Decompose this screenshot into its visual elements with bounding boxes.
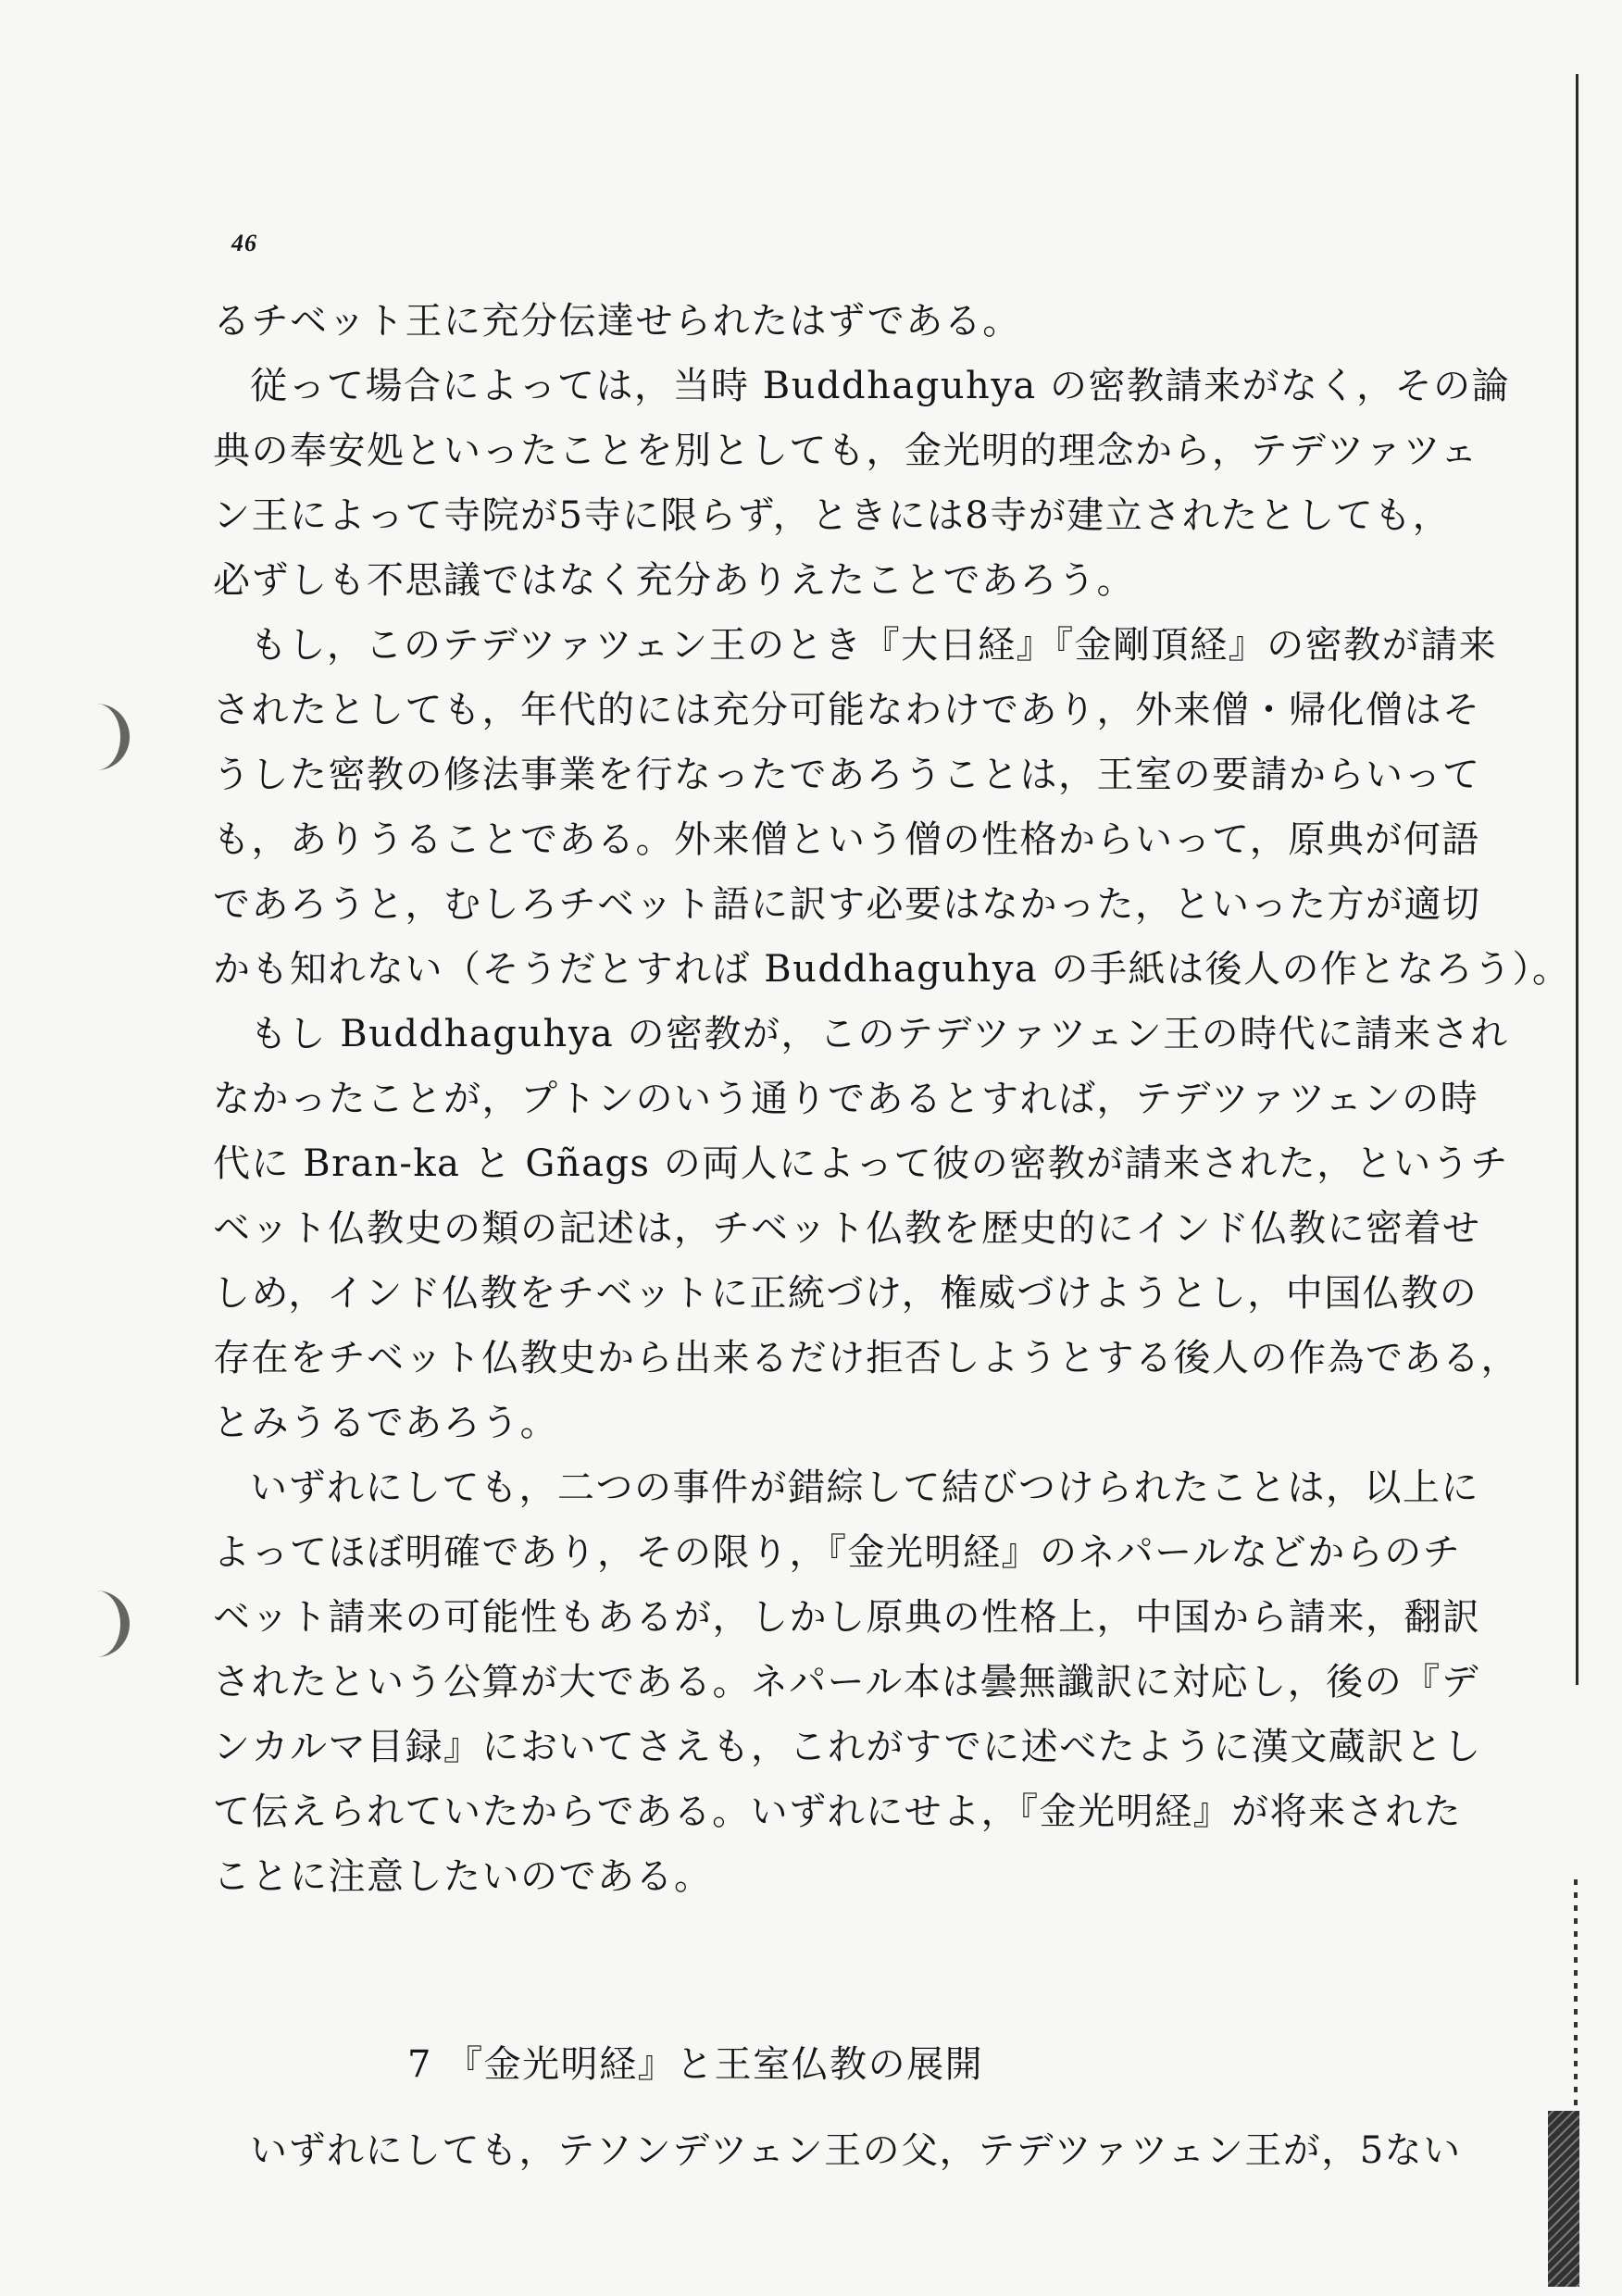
text-line: るチベット王に充分伝達せられたはずである。 xyxy=(213,300,1021,343)
text-line: いずれにしても，二つの事件が錯綜して結びつけられたことは，以上に xyxy=(250,1466,1479,1509)
binding-mark xyxy=(96,1591,130,1657)
body-text xyxy=(213,289,1571,2183)
text-line: ベット仏教史の類の記述は，チベット仏教を歴史的にインド仏教に密着せ xyxy=(213,1207,1481,1250)
text-line: されたという公算が大である。ネパール本は曇無讖訳に対応し，後の『デ xyxy=(213,1661,1480,1703)
text-line: かも知れない（そうだとすれば Buddhaguhya の手紙は後人の作となろう）。 xyxy=(213,948,1571,991)
section-gap xyxy=(213,1909,1389,2020)
section-heading: 7 『金光明経』と王室仏教の展開 xyxy=(407,2043,984,2086)
binding-mark xyxy=(96,704,130,770)
text-line: 必ずしも不思議ではなく充分ありえたことであろう。 xyxy=(213,559,1135,602)
scan-edge-dashes xyxy=(1574,1879,1578,2111)
text-line: いずれにしても，テソンデツェン王の父，テデツァツェン王が，5ない xyxy=(250,2129,1462,2172)
text-line: しめ，インド仏教をチベットに正統づけ，権威づけようとし，中国仏教の xyxy=(213,1272,1479,1315)
text-line: なかったことが，プトンのいう通りであるとすれば，テデツァツェンの時 xyxy=(213,1078,1479,1120)
page-number: 46 xyxy=(231,230,257,256)
text-line: ン王によって寺院が5寺に限らず，ときには8寺が建立されたとしても， xyxy=(213,494,1452,537)
text-line: ことに注意したいのである。 xyxy=(213,1855,713,1898)
scan-edge-line xyxy=(1576,74,1578,1685)
text-line: 存在をチベット仏教史から出来るだけ拒否しようとする後人の作為である， xyxy=(213,1337,1519,1379)
text-line: よってほぼ明確であり，その限り，『金光明経』のネパールなどからのチ xyxy=(213,1531,1462,1574)
text-line: もし，このテデツァツェン王のとき『大日経』『金剛頂経』の密教が請来 xyxy=(250,624,1498,667)
text-line: とみうるであろう。 xyxy=(213,1402,559,1444)
text-line: ンカルマ目録』においてさえも，これがすでに述べたように漢文蔵訳とし xyxy=(213,1726,1482,1768)
text-line: であろうと，むしろチベット語に訳す必要はなかった，といった方が適切 xyxy=(213,883,1481,926)
text-line: 従って場合によっては，当時 Buddhaguhya の密教請来がなく，その論 xyxy=(250,365,1511,407)
text-line: 代に Bran-ka と Gñags の両人によって彼の密教が請来された，というチ xyxy=(213,1142,1509,1185)
section-heading-gap xyxy=(213,2109,1389,2118)
text-line: されたとしても，年代的には充分可能なわけであり，外来僧・帰化僧はそ xyxy=(213,689,1481,731)
text-line: ベット請来の可能性もあるが，しかし原典の性格上，中国から請来，翻訳 xyxy=(213,1596,1481,1639)
text-line: もし Buddhaguhya の密教が，このテデツァツェン王の時代に請来され xyxy=(250,1013,1509,1055)
text-line: も，ありうることである。外来僧という僧の性格からいって，原典が何語 xyxy=(213,818,1480,861)
text-line: 典の奉安処といったことを別としても，金光明的理念から，テデツァツェ xyxy=(213,430,1479,472)
text-line: て伝えられていたからである。いずれにせよ，『金光明経』が将来された xyxy=(213,1791,1463,1833)
scan-edge-speckle xyxy=(1548,2111,1579,2287)
text-line: うした密教の修法事業を行なったであろうことは，王室の要請からいって xyxy=(213,754,1481,796)
